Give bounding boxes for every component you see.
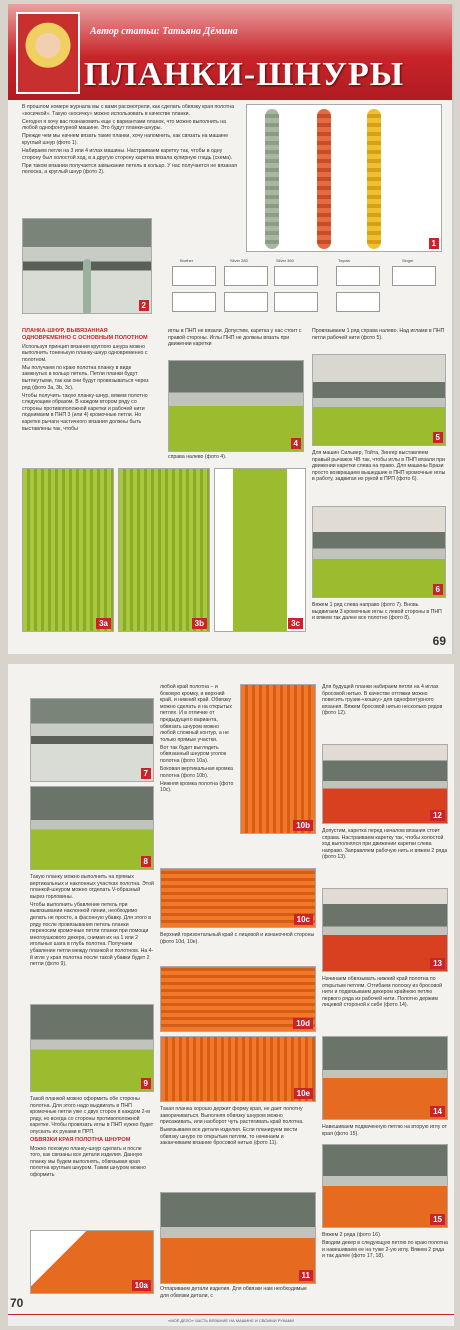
- text-col-a2: [30, 1096, 154, 1226]
- body-para: Нижняя кромка полотна (фото 10с).: [160, 780, 234, 794]
- body-para: Вяжем 2 ряда (фото 16).: [322, 1232, 382, 1238]
- photo-4-machine: [168, 360, 304, 452]
- photo-label: 10d: [293, 1018, 313, 1029]
- body-para: Для машин Сильвер, Тойта, Зингер выставляем правый рычажок ЧВ так, чтобы иглы в ПНП вязали при движении каретки слева на право. Для машины Брази просто возвращаем вышедшие в ПНП кромочные иглы в работу, задвигая их рукой в ПРП (фото 6).: [312, 450, 446, 483]
- intro-para: Сегодня я хочу вас познакомить еще с вариантами планок, что можно выполнить на любой однофонтурной машине. Это будут планки-шнуры.: [22, 118, 227, 132]
- body-para: иглы в ПНП не вязали. Допустим, каретка у нас стоит с правой стороны. Иглы ПНП не должны вязать при движении каретки: [168, 328, 302, 348]
- brand-label: Brother: [180, 258, 194, 263]
- photo-2-machine-cord: [22, 218, 152, 314]
- section-heading: ПЛАНКА-ШНУР, ВЫВЯЗАННАЯ ОДНОВРЕМЕННО С ОСНОВНЫМ ПОЛОТНОМ: [22, 328, 148, 341]
- photo-label: 9: [141, 1078, 151, 1089]
- photo-label: 1: [429, 238, 439, 249]
- intro-text: [22, 104, 240, 214]
- body-para: Допустим, каретка перед началом вязания стоит справа. Настраиваем каретку так, чтобы холостой ход выполнялся при движении каретки слева направо. Заправляем рабочую нить и вяжем 2 ряда (фото 13).: [322, 828, 448, 861]
- photo-10b-orange-edge: [240, 684, 316, 834]
- body-para: Мы получаем по краю полотна планку в виде замкнутых в кольцо петель. Петли планки будут вытянутыми, так как они будут провязываться через ряд (фото 3а, 3b, 3c).: [22, 364, 149, 391]
- body-para: справа налево (фото 4).: [168, 454, 227, 460]
- text-col-c2: [322, 828, 448, 884]
- diagram-box: [274, 292, 318, 312]
- page-70: [8, 664, 454, 1326]
- photo-label: 11: [299, 1270, 313, 1281]
- photo-label: 15: [430, 1214, 445, 1225]
- photo-label: 12: [430, 810, 445, 821]
- photo-1-cords: [246, 104, 442, 252]
- author-line: Автор статьи: Татьяна Дёмина: [90, 26, 238, 37]
- section-text-col1: [22, 328, 152, 464]
- section-heading: ОБВЯЗКИ КРАЯ ПОЛОТНА ШНУРОМ: [30, 1137, 131, 1144]
- cam-settings-diagrams: [158, 256, 448, 324]
- diagram-box: [224, 292, 268, 312]
- body-para: любой край полотна – и боковую кромку, и верхний край, и нижний край. Обвязку можно сделать и на открытых петлях. И в отличие от предыдущего варианта, обвязать шнуром можно любой сложный контур, а не только прямые участки.: [160, 684, 232, 743]
- photo-label: 8: [141, 856, 151, 867]
- cord: [83, 259, 91, 314]
- intro-para: При таком вязании получается замыкание петель в кольцо. У нас получается не вязаная полоска, а круглый шнур (фото 2).: [22, 162, 237, 176]
- orange-cord: [317, 109, 331, 249]
- diagram-box: [172, 266, 216, 286]
- photo-10e-orange-top-reverse: [160, 1036, 316, 1102]
- body-para: Верхний горизонтальный край с лицевой и изнаночной стороны (фото 10d, 10e).: [160, 932, 315, 945]
- text-col-c4: [322, 1124, 448, 1140]
- text-col-b: [160, 684, 236, 864]
- photo-11-machine-orange: [160, 1192, 316, 1284]
- photo-13-machine: [322, 888, 448, 972]
- photo-label: 3a: [96, 618, 111, 629]
- photo-12-machine: [322, 744, 448, 824]
- photo-label: 6: [433, 584, 443, 595]
- diagram-box: [172, 292, 216, 312]
- photo-10d-orange-top: [160, 966, 316, 1032]
- photo-15-machine: [322, 1144, 448, 1228]
- author-photo: [16, 12, 80, 94]
- text-col-b3: [160, 1286, 316, 1310]
- photo-7-machine: [30, 698, 154, 782]
- photo-5-machine: [312, 354, 446, 446]
- section-text-col3c: [312, 602, 446, 636]
- grey-cord: [265, 109, 279, 249]
- body-para: Такая планка хорошо держит форму края, не дает полотну заворачиваться. Выполняя обвязку шнуром можно присаживать, или наоборот чуть растягивать край полотна.: [160, 1106, 304, 1126]
- photo-label: 4: [291, 438, 301, 449]
- page-title: ПЛАНКИ-ШНУРЫ: [84, 56, 405, 93]
- body-para: Вывязываем все детали изделия. Если планируем вести обвязку шнуро по открытым петлям, то начинаем и заканчиваем вязание бросовой нитью (фото 11).: [160, 1127, 298, 1147]
- page-number: 70: [10, 1296, 24, 1310]
- body-para: Начинаем обвязывать нижний край полотна по открытым петлям. Отгибаем полоску из бросовой нити и подвязываем декером крайнюю петлю первого ряда из рабочей нити. Полотно держим лицевой стороной к себе (фото 14).: [322, 976, 443, 1009]
- photo-label: 10a: [132, 1280, 151, 1291]
- body-para: Для будущей планки набираем петли на 4 иглах бросовой нитью. В качестве оттяжки можно повесить грузик-«кошку» для однофонтурного вязания. Вяжем бросовой нитью несколько рядов (фото 12).: [322, 684, 443, 717]
- text-col-c3: [322, 976, 448, 1032]
- body-para: Боковая вертикальная кромка полотна (фото 10b).: [160, 766, 233, 779]
- body-para: Вяжем 1 ряд слева направо (фото 7). Вновь выдвигаем 3 кромочные иглы с левой стороны в ПНП и вяжем так далее все полотно (фото 8).: [312, 602, 442, 622]
- page-69: [8, 4, 454, 654]
- photo-label: 2: [139, 300, 149, 311]
- photo-label: 5: [433, 432, 443, 443]
- header-banner: [8, 4, 454, 100]
- text-col-b2: [160, 1106, 316, 1188]
- body-para: Отпариваем детали изделия. Для обвязки нам необходимые для обвязки детали, с: [160, 1286, 307, 1299]
- body-para: Такой планкой можно оформить обе стороны полотна. Для этого надо выдвигать в ПНП кромочные петли уже с двух сторон в каждом 2-м ряду, но всегда со стороны противоположной каретке. Чтобы провязать иглы в ПНП нужно будет опускать их руками в ПРП.: [30, 1096, 154, 1135]
- body-para: Навешиваем подваченную петлю на вторую иглу от края (фото 15).: [322, 1124, 447, 1137]
- brand-label: Toyota: [338, 258, 350, 263]
- caption-4: [168, 454, 304, 464]
- photo-9-machine: [30, 1004, 154, 1092]
- text-col-c1: [322, 684, 448, 740]
- photo-label: 10e: [294, 1088, 313, 1099]
- photo-label: 3c: [288, 618, 303, 629]
- section-text-col2: [168, 328, 304, 358]
- body-para: Провязываем 1 ряд справа налево. Над иглами в ПНП петли рабочей нити (фото 5).: [312, 328, 445, 341]
- intro-para: В прошлом номере журнала мы с вами рассмотрели, как сделать обвязку края полотна «косичкой». Такую «косичку» можно использовать в качестве планки.: [22, 104, 235, 117]
- photo-10c-orange-bottom: [160, 868, 316, 928]
- intro-para: Прежде чем мы начнем вязать такие планки, хочу напомнить, как связать на машине круглый шнур (фото 1).: [22, 133, 229, 146]
- footer: «МОЁ ДЕЛО» ЧАСТЬ ВЯЗАНИЕ НА МАШИНЕ И СВОИМИ РУКАМИ: [8, 1314, 454, 1326]
- photo-10a-orange-corner: [30, 1230, 154, 1294]
- body-para: Вот так будет выглядеть обвязанный шнуром уголок полотна (фото 10а).: [160, 744, 227, 765]
- yellow-cord: [367, 109, 381, 249]
- text-col-a: [30, 874, 154, 1004]
- diagram-box: [336, 266, 380, 286]
- photo-3a-green-knit: [22, 468, 114, 632]
- text-col-c5: [322, 1232, 448, 1298]
- brand-label: Singer: [402, 258, 414, 263]
- body-para: Вводим декер в следующую петлю по краю полотна и навешиваем ее на туже 2-ую иглу. Вяжем 2 ряда и так далее (фото 17, 18).: [322, 1240, 448, 1260]
- brand-label: Silver 280: [230, 258, 248, 263]
- body-para: Используя принцип вязания круглого шнура можно выполнить тоненькую планку-шнур одновременно с полотном.: [22, 343, 148, 363]
- photo-3c-green-knit: [214, 468, 306, 632]
- section-text-col3a: [312, 328, 446, 352]
- body-para: Такую планку можно выполнить на прямых вертикальных и наклонных участках полотна. Этой планкой-шнуром можно отделать V-образный вырез горловины.: [30, 874, 154, 900]
- intro-para: Набираем петли на 3 или 4 иглах машины. Настраиваем каретку так, чтобы в одну сторону был холостой ход, в а другую сторону каретка вязала кулирную гладь (схема).: [22, 148, 233, 161]
- body-para: Можно похожую планку-шнур сделать и после того, как связаны все детали изделия. Данную планку мы будем выполнять, обвязывая края полотна круглым шнуром. Таким шнуром можно оформить: [30, 1145, 146, 1178]
- photo-label: 14: [430, 1106, 445, 1117]
- body-para: Чтобы получить такую планку-шнур, вяжем полотно следующим образом. В каждом втором ряду со стороны противоположной каретки и рабочей нити поднимаем в ПНП 3 (или 4) кромочные петли. Но каретке рычаги частичного вязания должны быть выставлены так, чтобы: [22, 392, 148, 432]
- photo-label: 13: [430, 958, 445, 969]
- photo-14-machine: [322, 1036, 448, 1120]
- photo-label: 7: [141, 768, 151, 779]
- body-para: Чтобы выполнить убавление петель при вывязывании наклонной линии, необходимо делать не просто, а фасонную убавку. Для этого в ряду после провязывания петель планки переносим кромочные петли планки при помощи многоушкового декера, снимая их на 1 или 2 игольных шага в глубь полотна. Получаем убавление петли между планкой и полотном. На 4-й игле у края полотна после такой убавки будет 2 петли (фото 9).: [30, 901, 154, 968]
- photo-8-machine: [30, 786, 154, 870]
- diagram-box: [274, 266, 318, 286]
- caption-10d: [160, 932, 316, 962]
- photo-label: 3b: [192, 618, 207, 629]
- section-text-col3b: [312, 450, 446, 504]
- photo-label: 10b: [293, 820, 313, 831]
- brand-label: Silver 360: [276, 258, 294, 263]
- photo-6-machine: [312, 506, 446, 598]
- photo-3b-green-knit: [118, 468, 210, 632]
- page-number: 69: [432, 634, 446, 648]
- photo-label: 10c: [294, 914, 313, 925]
- diagram-box: [336, 292, 380, 312]
- diagram-box: [392, 266, 436, 286]
- diagram-box: [224, 266, 268, 286]
